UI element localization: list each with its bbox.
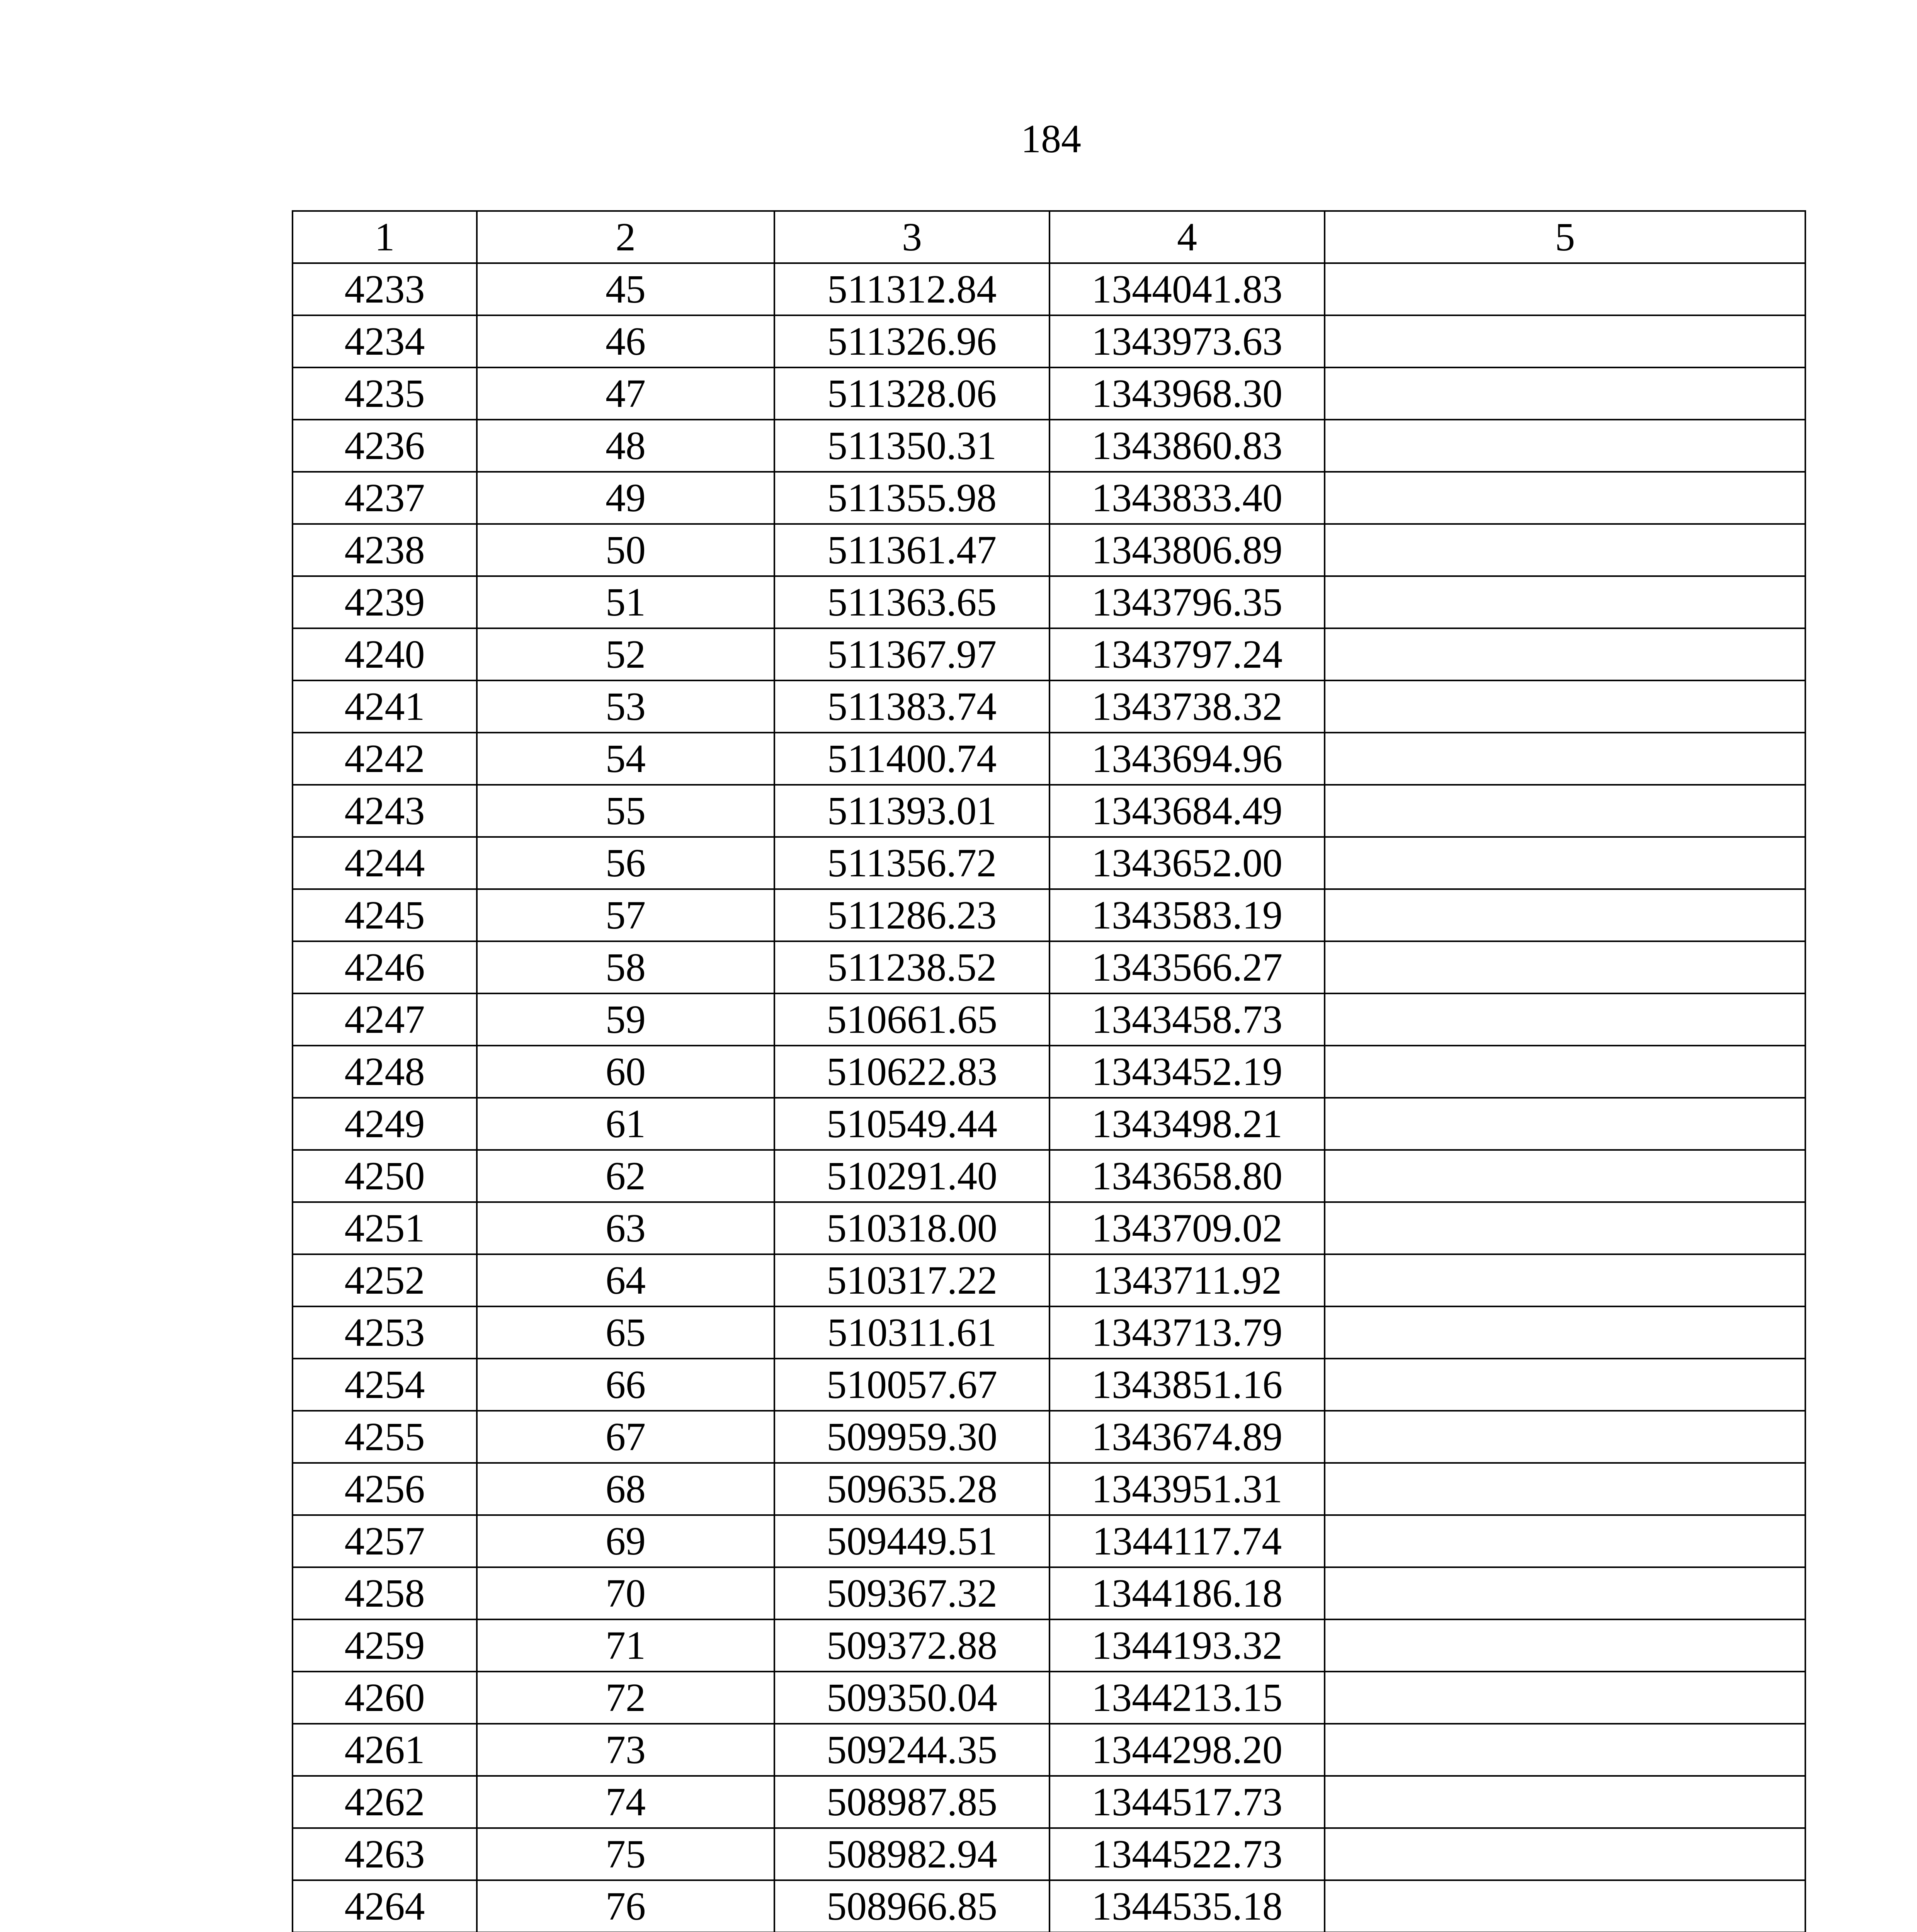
table-cell-col-3: 511393.01: [774, 785, 1050, 837]
table-cell-col-2: 67: [477, 1411, 774, 1463]
table-cell-col-4: 1343851.16: [1050, 1359, 1325, 1411]
table-row: [293, 837, 1805, 889]
table-header: [293, 211, 1805, 263]
table-cell-col-5: [1325, 1672, 1805, 1724]
table-cell-col-5: [1325, 524, 1805, 576]
table-cell-col-3: 508987.85: [774, 1776, 1050, 1828]
column-header-1: 1: [293, 211, 477, 263]
table-cell-col-4: 1344041.83: [1050, 263, 1325, 315]
table-cell-col-4: 1344117.74: [1050, 1515, 1325, 1567]
table-cell-col-1: 4261: [293, 1724, 477, 1776]
table-cell-col-2: 53: [477, 680, 774, 733]
table-cell-col-1: 4243: [293, 785, 477, 837]
table-cell-col-1: 4238: [293, 524, 477, 576]
table-cell-col-1: 4235: [293, 367, 477, 420]
table-row: [293, 1150, 1805, 1202]
table-cell-col-4: 1343652.00: [1050, 837, 1325, 889]
table-cell-col-3: 511400.74: [774, 733, 1050, 785]
column-header-3: 3: [774, 211, 1050, 263]
coordinates-table: [292, 210, 1806, 1932]
table-row: [293, 733, 1805, 785]
table-cell-col-5: [1325, 1411, 1805, 1463]
table-cell-col-4: 1343566.27: [1050, 941, 1325, 993]
table-cell-col-5: [1325, 1828, 1805, 1880]
table-cell-col-3: 511312.84: [774, 263, 1050, 315]
table-row: [293, 367, 1805, 420]
table-cell-col-1: 4259: [293, 1619, 477, 1672]
table-cell-col-1: 4234: [293, 315, 477, 367]
table-cell-col-4: 1343973.63: [1050, 315, 1325, 367]
table-cell-col-4: 1344193.32: [1050, 1619, 1325, 1672]
table-cell-col-3: 510661.65: [774, 993, 1050, 1046]
table-cell-col-3: 511328.06: [774, 367, 1050, 420]
table-cell-col-4: 1343694.96: [1050, 733, 1325, 785]
table-cell-col-2: 68: [477, 1463, 774, 1515]
table-cell-col-4: 1343709.02: [1050, 1202, 1325, 1254]
table-cell-col-1: 4244: [293, 837, 477, 889]
table-cell-col-2: 46: [477, 315, 774, 367]
table-cell-col-1: 4255: [293, 1411, 477, 1463]
table-cell-col-1: 4250: [293, 1150, 477, 1202]
table-cell-col-2: 51: [477, 576, 774, 628]
table-row: [293, 1619, 1805, 1672]
table-cell-col-3: 509367.32: [774, 1567, 1050, 1619]
table-cell-col-4: 1343458.73: [1050, 993, 1325, 1046]
table-cell-col-3: 508982.94: [774, 1828, 1050, 1880]
table-cell-col-3: 510311.61: [774, 1306, 1050, 1359]
table-cell-col-5: [1325, 889, 1805, 941]
table-cell-col-2: 59: [477, 993, 774, 1046]
table-cell-col-2: 49: [477, 472, 774, 524]
table-cell-col-5: [1325, 1880, 1805, 1932]
table-cell-col-2: 55: [477, 785, 774, 837]
table-cell-col-3: 511367.97: [774, 628, 1050, 680]
table-cell-col-5: [1325, 263, 1805, 315]
table-row: [293, 889, 1805, 941]
table-cell-col-4: 1344298.20: [1050, 1724, 1325, 1776]
table-row: [293, 576, 1805, 628]
table-cell-col-1: 4241: [293, 680, 477, 733]
table-cell-col-1: 4252: [293, 1254, 477, 1306]
table-cell-col-2: 52: [477, 628, 774, 680]
table-cell-col-4: 1344535.18: [1050, 1880, 1325, 1932]
table-cell-col-5: [1325, 1567, 1805, 1619]
table-cell-col-2: 50: [477, 524, 774, 576]
table-cell-col-1: 4251: [293, 1202, 477, 1254]
table-cell-col-4: 1344522.73: [1050, 1828, 1325, 1880]
table-row: [293, 524, 1805, 576]
table-cell-col-1: 4242: [293, 733, 477, 785]
table-cell-col-3: 510622.83: [774, 1046, 1050, 1098]
table-cell-col-2: 73: [477, 1724, 774, 1776]
table-cell-col-4: 1343684.49: [1050, 785, 1325, 837]
table-cell-col-4: 1343797.24: [1050, 628, 1325, 680]
table-cell-col-4: 1343968.30: [1050, 367, 1325, 420]
table-cell-col-3: 510291.40: [774, 1150, 1050, 1202]
table-cell-col-2: 61: [477, 1098, 774, 1150]
table-row: [293, 785, 1805, 837]
table-cell-col-5: [1325, 367, 1805, 420]
table-cell-col-3: 509449.51: [774, 1515, 1050, 1567]
table-cell-col-2: 64: [477, 1254, 774, 1306]
table-cell-col-4: 1343658.80: [1050, 1150, 1325, 1202]
table-cell-col-4: 1343951.31: [1050, 1463, 1325, 1515]
table-cell-col-4: 1343674.89: [1050, 1411, 1325, 1463]
table-row: [293, 1463, 1805, 1515]
table-cell-col-4: 1343711.92: [1050, 1254, 1325, 1306]
table-row: [293, 1306, 1805, 1359]
table-cell-col-1: 4248: [293, 1046, 477, 1098]
table-cell-col-2: 54: [477, 733, 774, 785]
table-cell-col-3: 509635.28: [774, 1463, 1050, 1515]
table-cell-col-3: 510549.44: [774, 1098, 1050, 1150]
table-cell-col-1: 4257: [293, 1515, 477, 1567]
table-row: [293, 420, 1805, 472]
table-row: [293, 1359, 1805, 1411]
table-cell-col-5: [1325, 785, 1805, 837]
table-cell-col-2: 72: [477, 1672, 774, 1724]
table-cell-col-3: 509350.04: [774, 1672, 1050, 1724]
table-cell-col-3: 508966.85: [774, 1880, 1050, 1932]
table-cell-col-5: [1325, 1463, 1805, 1515]
table-cell-col-3: 510057.67: [774, 1359, 1050, 1411]
table-cell-col-5: [1325, 1098, 1805, 1150]
table-cell-col-3: 511326.96: [774, 315, 1050, 367]
table-row: [293, 315, 1805, 367]
table-cell-col-5: [1325, 576, 1805, 628]
table-cell-col-3: 511350.31: [774, 420, 1050, 472]
table-cell-col-5: [1325, 1776, 1805, 1828]
table-cell-col-5: [1325, 837, 1805, 889]
table-cell-col-3: 510318.00: [774, 1202, 1050, 1254]
table-cell-col-2: 70: [477, 1567, 774, 1619]
table-cell-col-3: 509959.30: [774, 1411, 1050, 1463]
table-row: [293, 1202, 1805, 1254]
table-cell-col-1: 4237: [293, 472, 477, 524]
table-row: [293, 941, 1805, 993]
table-row: [293, 1828, 1805, 1880]
table-cell-col-3: 511361.47: [774, 524, 1050, 576]
table-body: [293, 263, 1805, 1932]
table-cell-col-2: 57: [477, 889, 774, 941]
table-cell-col-2: 45: [477, 263, 774, 315]
table-cell-col-2: 76: [477, 1880, 774, 1932]
table-cell-col-1: 4249: [293, 1098, 477, 1150]
table-row: [293, 1567, 1805, 1619]
table-cell-col-2: 66: [477, 1359, 774, 1411]
table-cell-col-5: [1325, 472, 1805, 524]
table-row: [293, 1254, 1805, 1306]
table-cell-col-5: [1325, 1254, 1805, 1306]
table-cell-col-5: [1325, 1046, 1805, 1098]
column-header-5: 5: [1325, 211, 1805, 263]
table-cell-col-3: 511238.52: [774, 941, 1050, 993]
table-cell-col-2: 63: [477, 1202, 774, 1254]
table-cell-col-4: 1343860.83: [1050, 420, 1325, 472]
table-cell-col-5: [1325, 315, 1805, 367]
table-cell-col-5: [1325, 680, 1805, 733]
table-row: [293, 1776, 1805, 1828]
table-cell-col-2: 69: [477, 1515, 774, 1567]
table-cell-col-1: 4240: [293, 628, 477, 680]
table-cell-col-2: 58: [477, 941, 774, 993]
column-header-2: 2: [477, 211, 774, 263]
table-row: [293, 993, 1805, 1046]
table-row: [293, 680, 1805, 733]
table-row: [293, 1098, 1805, 1150]
table-cell-col-3: 511363.65: [774, 576, 1050, 628]
table-cell-col-5: [1325, 1306, 1805, 1359]
table-cell-col-4: 1343583.19: [1050, 889, 1325, 941]
table-row: [293, 1672, 1805, 1724]
table-cell-col-1: 4254: [293, 1359, 477, 1411]
header-row: [293, 211, 1805, 263]
table-cell-col-1: 4253: [293, 1306, 477, 1359]
column-header-4: 4: [1050, 211, 1325, 263]
table-cell-col-4: 1343806.89: [1050, 524, 1325, 576]
table-row: [293, 1046, 1805, 1098]
table-cell-col-4: 1344517.73: [1050, 1776, 1325, 1828]
table-cell-col-5: [1325, 1515, 1805, 1567]
table-cell-col-1: 4233: [293, 263, 477, 315]
table-cell-col-4: 1344186.18: [1050, 1567, 1325, 1619]
table-cell-col-2: 62: [477, 1150, 774, 1202]
table-cell-col-3: 511383.74: [774, 680, 1050, 733]
table-row: [293, 1724, 1805, 1776]
table-cell-col-5: [1325, 993, 1805, 1046]
table-cell-col-1: 4245: [293, 889, 477, 941]
table-cell-col-5: [1325, 1150, 1805, 1202]
table-cell-col-4: 1343452.19: [1050, 1046, 1325, 1098]
table-cell-col-2: 48: [477, 420, 774, 472]
table-cell-col-4: 1343738.32: [1050, 680, 1325, 733]
table-cell-col-1: 4264: [293, 1880, 477, 1932]
table-cell-col-2: 75: [477, 1828, 774, 1880]
table-cell-col-1: 4262: [293, 1776, 477, 1828]
table-cell-col-1: 4246: [293, 941, 477, 993]
table-row: [293, 1411, 1805, 1463]
table-cell-col-3: 509244.35: [774, 1724, 1050, 1776]
table-cell-col-4: 1343498.21: [1050, 1098, 1325, 1150]
table-cell-col-5: [1325, 733, 1805, 785]
table-cell-col-5: [1325, 1359, 1805, 1411]
table-cell-col-2: 47: [477, 367, 774, 420]
table-cell-col-3: 510317.22: [774, 1254, 1050, 1306]
table-cell-col-3: 511355.98: [774, 472, 1050, 524]
table-cell-col-2: 65: [477, 1306, 774, 1359]
table-cell-col-1: 4239: [293, 576, 477, 628]
table-row: [293, 263, 1805, 315]
table-cell-col-4: 1343833.40: [1050, 472, 1325, 524]
table-row: [293, 628, 1805, 680]
table-cell-col-2: 71: [477, 1619, 774, 1672]
table-cell-col-1: 4258: [293, 1567, 477, 1619]
table-cell-col-3: 511356.72: [774, 837, 1050, 889]
table-cell-col-4: 1343713.79: [1050, 1306, 1325, 1359]
table-cell-col-5: [1325, 1724, 1805, 1776]
table-cell-col-1: 4256: [293, 1463, 477, 1515]
table-cell-col-5: [1325, 420, 1805, 472]
table-cell-col-1: 4236: [293, 420, 477, 472]
table-cell-col-3: 509372.88: [774, 1619, 1050, 1672]
table-cell-col-2: 56: [477, 837, 774, 889]
table-cell-col-2: 60: [477, 1046, 774, 1098]
table-cell-col-2: 74: [477, 1776, 774, 1828]
table-cell-col-4: 1343796.35: [1050, 576, 1325, 628]
table-cell-col-5: [1325, 1619, 1805, 1672]
page-number: 184: [1021, 117, 1081, 161]
table-row: [293, 1880, 1805, 1932]
table-cell-col-5: [1325, 1202, 1805, 1254]
table-cell-col-5: [1325, 941, 1805, 993]
table-row: [293, 1515, 1805, 1567]
table-cell-col-1: 4247: [293, 993, 477, 1046]
table-cell-col-3: 511286.23: [774, 889, 1050, 941]
table-cell-col-1: 4263: [293, 1828, 477, 1880]
table-cell-col-4: 1344213.15: [1050, 1672, 1325, 1724]
table-cell-col-1: 4260: [293, 1672, 477, 1724]
table-row: [293, 472, 1805, 524]
table-cell-col-5: [1325, 628, 1805, 680]
